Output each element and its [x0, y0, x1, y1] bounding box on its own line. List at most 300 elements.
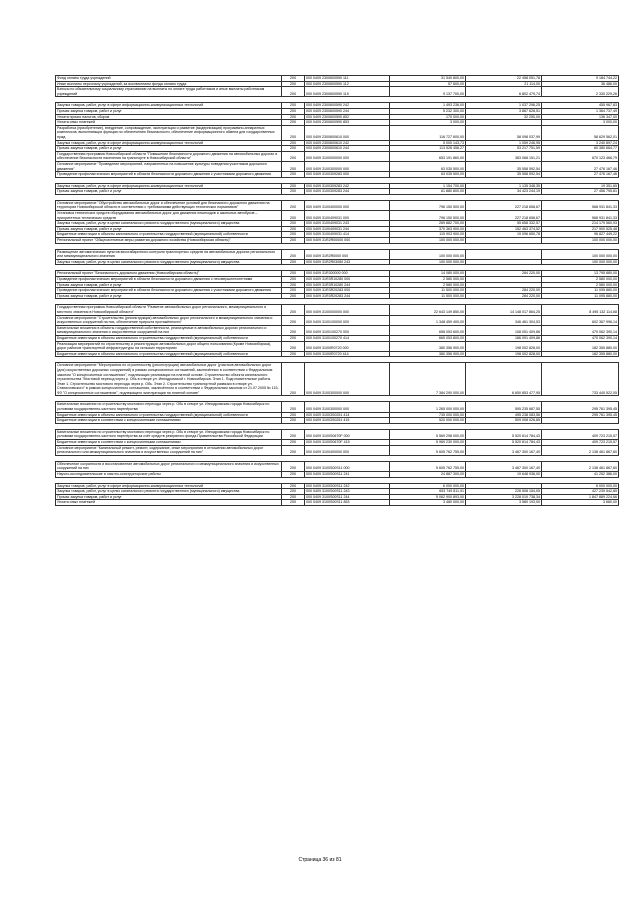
row-unexecuted: 58 629 562,01 — [542, 125, 619, 140]
row-executed: 21 114,00 — [466, 81, 542, 87]
row-unexecuted: 6 000 000,00 — [542, 483, 619, 489]
row-executed: 108 051 409,86 — [466, 325, 542, 335]
table-row — [56, 461, 619, 471]
row-code: 200 — [282, 120, 305, 126]
row-approved: 1 265 000 000,00 — [390, 402, 466, 412]
row-executed: 3 467 300 167,40 — [466, 445, 542, 455]
row-code: 200 — [282, 325, 305, 335]
row-code: 200 — [282, 226, 305, 232]
row-name: Основное мероприятие "Обустройство автомобильных дорог и обеспечение условий для безопасного дорожного движения на территории Новосибирской области в соответствии с требованиями действующих технических нормативов" — [56, 200, 282, 210]
row-unexecuted: 455 967,83 — [542, 103, 619, 109]
row-code: 200 — [282, 305, 305, 315]
row-code: 200 — [282, 172, 305, 178]
row-budget-code: 000 0409 3100100270 414 — [305, 335, 390, 341]
row-budget-code: 000 0409 3100000000 000 — [305, 151, 390, 161]
row-executed: 227 218 658,67 — [466, 200, 542, 210]
row-budget-code: 000 0409 31R2R0000 000 — [305, 249, 390, 259]
row-executed: 5 520 614 784,43 — [466, 429, 542, 439]
row-approved: 5 569 298 000,00 — [390, 429, 466, 439]
row-approved: 370 363 900,00 — [390, 226, 466, 232]
row-executed: 3 867 628,51 — [466, 108, 542, 114]
row-approved: 796 150 500,00 — [390, 211, 466, 221]
row-code: 200 — [282, 500, 305, 506]
row-approved: 9 137 700,00 — [390, 87, 466, 97]
budget-table-body — [56, 76, 619, 506]
row-budget-code: 000 0409 2300600610 242 — [305, 140, 390, 146]
row-unexecuted: 670 123 466,79 — [542, 151, 619, 161]
row-name: Бюджетные инвестиции в соответствии с концессионными соглашениями — [56, 418, 282, 424]
row-budget-code: 000 0409 3100300000 000 — [305, 402, 390, 412]
page-footer: Страница 36 из 81 — [298, 857, 342, 863]
row-code: 200 — [282, 282, 305, 288]
row-executed: 186 091 409,86 — [466, 335, 542, 341]
row-approved: 24 887 300,00 — [390, 472, 466, 478]
row-approved: 735 000 000,00 — [390, 412, 466, 418]
row-executed: 198 002 828,00 — [466, 341, 542, 351]
row-code: 200 — [282, 461, 305, 471]
row-executed: 495 238 083,56 — [466, 412, 542, 418]
row-name: Иные выплаты персоналу учреждений, за исключением фонда оплаты труда — [56, 81, 282, 87]
row-name: Бюджетные инвестиции в соответствии с концессионными соглашениями — [56, 440, 282, 446]
row-budget-code: 000 0409 2300600590 853 — [305, 120, 390, 126]
table-row — [56, 87, 619, 97]
table-row — [56, 325, 619, 335]
row-budget-code: 000 0409 3100S0670F 415 — [305, 440, 390, 446]
row-unexecuted: 2 138 461 867,60 — [542, 445, 619, 455]
table-row — [56, 305, 619, 315]
row-executed: 35 558 592,54 — [466, 172, 542, 178]
row-executed: 284 220,00 — [466, 293, 542, 299]
row-budget-code: 000 0409 31R3R20283 244 — [305, 293, 390, 299]
table-row — [56, 472, 619, 478]
row-code: 200 — [282, 232, 305, 238]
row-code: 200 — [282, 489, 305, 495]
budget-table — [55, 75, 619, 506]
row-code: 200 — [282, 412, 305, 418]
row-budget-code: 000 0409 2300600590 112 — [305, 81, 390, 87]
row-budget-code: 000 0409 3100400000 000 — [305, 200, 390, 210]
table-row — [56, 151, 619, 161]
row-approved: 14 080 000,00 — [390, 271, 466, 277]
row-name: Закупка товаров, работ, услуг в целях капитального ремонта государственного (муниципального) имущества — [56, 259, 282, 265]
row-unexecuted: 3 680,00 — [542, 500, 619, 506]
row-budget-code: 000 0409 3100100270 000 — [305, 325, 390, 335]
row-code: 200 — [282, 445, 305, 455]
row-code: 200 — [282, 108, 305, 114]
row-unexecuted: 96 827 449,22 — [542, 232, 619, 238]
row-executed: 3 467 300 167,40 — [466, 461, 542, 471]
table-row — [56, 418, 619, 424]
row-code: 200 — [282, 189, 305, 195]
row-name: Установка технических средств оборудования автомобильных дорог для движения пешеходов и школьных автобусов – приоритетных технических средств — [56, 211, 282, 221]
row-budget-code: 000 0409 3100309283 242 — [305, 183, 390, 189]
row-approved: 115 903 900,00 — [390, 232, 466, 238]
row-budget-code: 000 0409 3100309283 244 — [305, 189, 390, 195]
row-budget-code: 000 0409 3100IR0720 414 — [305, 351, 390, 357]
row-unexecuted: 295 761 395,45 — [542, 402, 619, 412]
row-name: Закупка товаров, работ, услуг в сфере информационно-коммуникационных технологий — [56, 140, 282, 146]
row-budget-code: 000 0409 2300600590 119 — [305, 87, 390, 97]
row-unexecuted: 733 440 522,05 — [542, 363, 619, 396]
row-approved: 100 000 000,00 — [390, 259, 466, 265]
table-row — [56, 363, 619, 396]
row-name: Закупка товаров, работ, услуг в целях капитального ремонта государственного (муниципального) имущества — [56, 489, 282, 495]
row-unexecuted: 409 723 215,57 — [542, 440, 619, 446]
row-approved: 653 749 811,91 — [390, 489, 466, 495]
row-approved: 31 540 800,00 — [390, 76, 466, 82]
row-code: 200 — [282, 440, 305, 446]
row-budget-code: 000 0409 2300600590 244 — [305, 108, 390, 114]
row-unexecuted: 27 476 167,46 — [542, 172, 619, 178]
table-row — [56, 232, 619, 238]
row-approved: 653 191 860,00 — [390, 151, 466, 161]
row-name: Фонд оплаты труда учреждений — [56, 76, 282, 82]
row-approved: 3 000,00 — [390, 120, 466, 126]
row-code: 200 — [282, 402, 305, 412]
row-approved: 5 232 300,00 — [390, 108, 466, 114]
row-executed: 227 218 658,67 — [466, 211, 542, 221]
row-code: 200 — [282, 81, 305, 87]
row-unexecuted: 214 179 560,93 — [542, 221, 619, 227]
row-unexecuted: 9 184 744,22 — [542, 76, 619, 82]
row-executed: 346 461 304,53 — [466, 315, 542, 325]
row-executed: 226 508 154,05 — [466, 489, 542, 495]
row-code: 200 — [282, 151, 305, 161]
table-row — [56, 103, 619, 109]
row-budget-code: 000 0409 3100400000 000 — [305, 445, 390, 455]
row-name: Бюджетные инвестиции в объекты капитального строительства государственной (муниципальной) собственности — [56, 351, 282, 357]
row-code: 200 — [282, 103, 305, 109]
table-row — [56, 172, 619, 178]
row-code: 200 — [282, 429, 305, 439]
row-executed: 5 520 614 784,43 — [466, 440, 542, 446]
row-approved: 5 000 143,73 — [390, 140, 466, 146]
row-name: Разработка (приобретение), внедрение, сопровождение, эксплуатация и развитие (модернизация) программно-аппаратных комплексов, выполняющих функции по обеспечению безопасности, обеспечение информационного обмена для государственных нужд — [56, 125, 282, 140]
row-executed: 55 658 332,57 — [466, 221, 542, 227]
row-unexecuted: 2 330 229,26 — [542, 87, 619, 97]
table-row — [56, 335, 619, 341]
row-executed: 3 228 010 738,34 — [466, 494, 542, 500]
table-row — [56, 161, 619, 171]
row-budget-code: 000 0409 31003S0251 415 — [305, 418, 390, 424]
row-unexecuted: 427 239 542,85 — [542, 489, 619, 495]
row-name: Закупка товаров, работ, услуг в целях капитального ремонта государственного (муниципального) имущества — [56, 221, 282, 227]
row-name: Обеспечение сохранности и восстановление автомобильных дорог регионального и межмуниципального значения и искусственных сооружений на них — [56, 461, 282, 471]
row-executed: 3 580 193,00 — [466, 500, 542, 506]
row-executed: 284 220,00 — [466, 271, 542, 277]
row-name: Государственная программа Новосибирской области "Развитие автомобильных дорог регионального, межмуниципального и местного значения в Новосибирской области" — [56, 305, 282, 315]
row-name: Закупка товаров, работ, услуг в сфере информационно-коммуникационных технологий — [56, 103, 282, 109]
table-row — [56, 489, 619, 495]
row-unexecuted: 217 900 525,48 — [542, 226, 619, 232]
row-executed — [466, 249, 542, 259]
row-name: Основное мероприятие "Мероприятия по строительству (реконструкции) автомобильных дорог (участков автомобильных дорог (для) искусственных дорожных сооружений) в рамках концессионных соглашений, заключённых в соответствии с Федеральным законом "О концессионных соглашениях", подлежащих реализации на платной основе. Строительство объекта капитального строительства "Мостовой переход через р. Обь в створе ул. Ипподромской г. Новосибирска. Этап 1. Подготовительные работы. Этап 1. Строительство мостового перехода через р. Обь. Этап 2. Строительство транспортной развязки в створе ул. Станиславского" в рамках концессионного соглашения, заключённого в соответствии с Федеральным законом от 21.07.2005 № 115-ФЗ "О концессионных соглашениях", подлежащего эксплуатации на платной основе" — [56, 363, 282, 396]
table-row — [56, 500, 619, 506]
table-row — [56, 412, 619, 418]
row-code: 200 — [282, 363, 305, 396]
row-approved: 6 000 000,00 — [390, 483, 466, 489]
row-code: 200 — [282, 183, 305, 189]
row-code: 200 — [282, 351, 305, 357]
row-code: 200 — [282, 418, 305, 424]
row-unexecuted: 470 062 390,14 — [542, 325, 619, 335]
row-budget-code: 000 0409 3100S00S11 853 — [305, 500, 390, 506]
row-code: 200 — [282, 238, 305, 244]
row-budget-code: 000 0409 31003S0251 414 — [305, 412, 390, 418]
row-budget-code: 000 0409 2300600590 242 — [305, 103, 390, 109]
row-name: Капитальные вложения по строительству мостового перехода через р. Обь в створе ул. Ипподромская города Новосибирск по условиям государственно-частного партнёрства — [56, 402, 282, 412]
row-unexecuted: 11 095 880,00 — [542, 288, 619, 294]
row-budget-code: 000 0409 3100IR0720 000 — [305, 341, 390, 351]
row-code: 200 — [282, 211, 305, 221]
row-unexecuted: 3 000,00 — [542, 120, 619, 126]
table-row — [56, 249, 619, 259]
row-name: Размещение автоматических пунктов весогабаритного контроля транспортных средств на автомобильных дорогах регионального или межмуниципального значения — [56, 249, 282, 259]
row-unexecuted: 60 380 664,77 — [542, 146, 619, 152]
row-unexecuted: 568 931 841,33 — [542, 211, 619, 221]
row-approved: 100 000 000,00 — [390, 249, 466, 259]
row-executed: 53 217 751,59 — [466, 146, 542, 152]
row-budget-code: 000 0409 31R3R10280 244 — [305, 282, 390, 288]
row-code: 200 — [282, 76, 305, 82]
row-executed: 22 458 051,78 — [466, 76, 542, 82]
row-name: Основное мероприятие "Строительство (реконструкция) автомобильных дорог регионального и межмуниципального значения и искусственных сооружений на них, обеспечение прироста протяжённости" — [56, 315, 282, 325]
row-budget-code: 000 0409 31R3R10280 000 — [305, 277, 390, 283]
row-name: Прочая закупка товаров, работ и услуг — [56, 293, 282, 299]
row-unexecuted: 2 580 000,00 — [542, 277, 619, 283]
row-approved: 1 154 700,00 — [390, 183, 466, 189]
row-executed: 19 648 936,00 — [466, 472, 542, 478]
row-approved: 100 000 000,00 — [390, 238, 466, 244]
row-approved: 57 600,00 — [390, 81, 466, 87]
row-approved: 796 150 500,00 — [390, 200, 466, 210]
table-row — [56, 200, 619, 210]
row-executed: 1 037 296,25 — [466, 103, 542, 109]
row-name: Проведение профилактических мероприятий в области безопасности дорожного движения с участниками дорожного движения — [56, 172, 282, 178]
row-unexecuted: 100 000 000,00 — [542, 238, 619, 244]
table-row — [56, 440, 619, 446]
row-unexecuted: 295 761 395,45 — [542, 412, 619, 418]
row-unexecuted: 182 355 880,00 — [542, 341, 619, 351]
row-unexecuted: 13 795 880,00 — [542, 271, 619, 277]
row-code: 200 — [282, 140, 305, 146]
row-executed: 284 220,00 — [466, 288, 542, 294]
row-name: Реализация мероприятий по строительству и реконструкции автомобильных дорог общего пользования (Кроме Новосибирска), дорог районов транспортной инфраструктуры на сельских территориях — [56, 341, 282, 351]
table-row — [56, 341, 619, 351]
row-code: 200 — [282, 200, 305, 210]
row-executed: 198 002 828,00 — [466, 351, 542, 357]
table-row — [56, 211, 619, 221]
row-code: 200 — [282, 293, 305, 299]
row-executed: 19 096 650,78 — [466, 232, 542, 238]
table-row — [56, 315, 619, 325]
row-approved: 269 882 700,00 — [390, 221, 466, 227]
row-executed: 6 650 853 477,95 — [466, 363, 542, 396]
row-approved: 520 000 000,00 — [390, 418, 466, 424]
row-code: 200 — [282, 259, 305, 265]
row-executed: 1 059 246,95 — [466, 140, 542, 146]
row-executed: 509 008 026,85 — [466, 418, 542, 424]
row-executed: 35 558 592,54 — [466, 161, 542, 171]
row-name: Региональный проект "Безопасность дорожного движения (Новосибирская область)" — [56, 271, 282, 277]
row-code: 200 — [282, 494, 305, 500]
table-row — [56, 140, 619, 146]
row-budget-code: 000 0409 3100S00S11 242 — [305, 483, 390, 489]
row-approved: 63 035 500,00 — [390, 172, 466, 178]
row-approved: 63 035 500,00 — [390, 161, 466, 171]
row-unexecuted: 41 252 386,00 — [542, 472, 619, 478]
row-executed: 32 250,00 — [466, 114, 542, 120]
table-row — [56, 183, 619, 189]
row-approved: 1 348 459 400,00 — [390, 315, 466, 325]
row-name: Капитальные вложения по строительству мостового перехода через р. Обь в створе ул. Ипподромская города Новосибирск по условиям государственно-частного партнёрства за счёт средств резервного фонда Правительства Российской Федерации — [56, 429, 282, 439]
row-unexecuted: 36 486,00 — [542, 81, 619, 87]
table-row — [56, 221, 619, 227]
row-approved: 380 356 900,00 — [390, 341, 466, 351]
row-unexecuted: 409 723 215,57 — [542, 429, 619, 439]
row-budget-code: 000 0409 3100000000 000 — [305, 305, 390, 315]
row-code: 200 — [282, 288, 305, 294]
row-name: Закупка товаров, работ, услуг в сфере информационно-коммуникационных технологий — [56, 483, 282, 489]
row-approved: 3 480 000,00 — [390, 500, 466, 506]
row-code: 200 — [282, 341, 305, 351]
row-name: Основное мероприятие "Капитальный ремонт, ремонт, содержание, иные мероприятия в отношении автомобильных дорог регионального или межмуниципального значения и искусственных сооружений на них" — [56, 445, 282, 455]
row-code: 200 — [282, 161, 305, 171]
table-row — [56, 402, 619, 412]
row-budget-code: 000 0409 3100409031 414 — [305, 232, 390, 238]
row-unexecuted: 11 095 880,00 — [542, 293, 619, 299]
row-approved: 22 643 149 850,00 — [390, 305, 466, 315]
row-budget-code: 000 0409 3100100000 000 — [305, 315, 390, 325]
row-approved: 5 969 230 000,00 — [390, 440, 466, 446]
row-executed: 58 098 037,99 — [466, 125, 542, 140]
row-unexecuted: 568 931 841,33 — [542, 200, 619, 210]
row-approved: 1 493 236,00 — [390, 103, 466, 109]
row-executed: 152 463 374,52 — [466, 226, 542, 232]
row-name: Прочая закупка товаров, работ и услуг — [56, 282, 282, 288]
row-budget-code: 000 0409 2300600610 244 — [305, 146, 390, 152]
row-unexecuted: 19 351,65 — [542, 183, 619, 189]
row-name: Научно-исследовательские и опытно-конструкторские работы — [56, 472, 282, 478]
row-executed: 6 802 479,74 — [466, 87, 542, 97]
row-unexecuted: 100 000 000,00 — [542, 259, 619, 265]
row-budget-code: 000 0409 31R300000 000 — [305, 271, 390, 277]
row-approved: 658 053 600,00 — [390, 325, 466, 335]
row-name: Уплата иных платежей — [56, 500, 282, 506]
row-unexecuted: 8 495 132 114,68 — [542, 305, 619, 315]
row-code: 200 — [282, 277, 305, 283]
row-unexecuted: 3 240 897,24 — [542, 140, 619, 146]
row-name: Уплата иных платежей — [56, 120, 282, 126]
row-unexecuted: 470 062 390,14 — [542, 335, 619, 341]
row-name: Прочая закупка товаров, работ и услуг — [56, 226, 282, 232]
row-code: 200 — [282, 249, 305, 259]
row-name: Бюджетные инвестиции в объекты капитального строительства государственной (муниципальной) собственности — [56, 232, 282, 238]
row-approved: 113 526 456,27 — [390, 146, 466, 152]
row-approved: 11 500 000,00 — [390, 288, 466, 294]
row-code: 200 — [282, 146, 305, 152]
row-name: Уплата прочих налогов, сборов — [56, 114, 282, 120]
row-name: Проведение профилактических мероприятий в области безопасности дорожного движения с участниками дорожного движения — [56, 288, 282, 294]
row-name: Закупка товаров, работ, услуг в сфере информационно-коммуникационных технологий — [56, 183, 282, 189]
row-executed: 1 135 348,35 — [466, 183, 542, 189]
row-executed: 34 423 244,19 — [466, 189, 542, 195]
row-budget-code: 000 0409 3100S00S11 241 — [305, 472, 390, 478]
row-budget-code: 000 0409 3100409031 000 — [305, 211, 390, 221]
row-budget-code: 000 0409 3100409031 244 — [305, 226, 390, 232]
row-executed: 383 068 151,21 — [466, 151, 542, 161]
row-approved: 2 580 000,00 — [390, 282, 466, 288]
row-approved: 5 062 900 893,00 — [390, 494, 466, 500]
table-row — [56, 288, 619, 294]
row-approved: 2 580 000,00 — [390, 277, 466, 283]
row-unexecuted: 136 347,00 — [542, 114, 619, 120]
row-approved: 7 384 290 000,00 — [390, 363, 466, 396]
row-budget-code: 000 0409 2300600610 000 — [305, 125, 390, 140]
row-name: Бюджетные инвестиции в объекты капитального строительства государственной (муниципальной) собственности — [56, 412, 282, 418]
row-name: Прочая закупка товаров, работ и услуг — [56, 494, 282, 500]
row-budget-code: 000 0409 31R2R03080 243 — [305, 259, 390, 265]
row-name: Капитальные вложения в объекты государственной собственности, реализуемые в автомобильных дорогах регионального и межмуниципального значения и искусственных сооружений на них — [56, 325, 282, 335]
row-approved: 170 000,00 — [390, 114, 466, 120]
row-unexecuted: 27 476 167,46 — [542, 161, 619, 171]
row-code: 200 — [282, 315, 305, 325]
row-approved: 61 880 800,00 — [390, 189, 466, 195]
row-name: Региональный проект "Общесистемные меры развития дорожного хозяйства (Новосибирская область)" — [56, 238, 282, 244]
row-budget-code: 000 0409 2300600590 852 — [305, 114, 390, 120]
row-name: Государственная программа Новосибирской области "Повышение безопасности дорожного движения на автомобильных дорогах и обеспечение безопасности населения на транспорте в Новосибирской области" — [56, 151, 282, 161]
row-budget-code: 000 0409 31R3R20283 000 — [305, 288, 390, 294]
row-budget-code: 000 0409 3100300000 000 — [305, 161, 390, 171]
row-executed: 595 235 687,55 — [466, 402, 542, 412]
row-name: Взносы по обязательному социальному страхованию на выплаты по оплате труда работников и иные выплаты работникам учреждений — [56, 87, 282, 97]
table-row — [56, 351, 619, 357]
row-unexecuted: 602 367 996,14 — [542, 315, 619, 325]
row-code: 200 — [282, 271, 305, 277]
row-unexecuted: 1 847 889 224,66 — [542, 494, 619, 500]
table-row — [56, 125, 619, 140]
row-name: Бюджетные инвестиции в объекты капитального строительства государственной (муниципальной) собственности — [56, 335, 282, 341]
row-executed: 14 148 017 864,25 — [466, 305, 542, 315]
row-budget-code: 000 0409 3100300000 000 — [305, 363, 390, 396]
row-approved: 665 053 800,00 — [390, 335, 466, 341]
table-row — [56, 429, 619, 439]
row-name: Основное мероприятие "Проведение мероприятий, направленных на повышение культуры поведения участников дорожного движения" — [56, 161, 282, 171]
row-budget-code: 000 0409 3100309283 000 — [305, 172, 390, 178]
table-row — [56, 81, 619, 87]
row-code: 200 — [282, 472, 305, 478]
row-unexecuted: 2 138 461 867,60 — [542, 461, 619, 471]
row-unexecuted: 100 000 000,00 — [542, 249, 619, 259]
row-unexecuted: 182 355 880,00 — [542, 351, 619, 357]
row-code: 200 — [282, 483, 305, 489]
row-code: 200 — [282, 221, 305, 227]
row-code: 200 — [282, 114, 305, 120]
row-name: Прочая закупка товаров, работ и услуг — [56, 189, 282, 195]
row-code: 200 — [282, 125, 305, 140]
row-unexecuted: 1 364 737,49 — [542, 108, 619, 114]
row-budget-code: 000 0409 3100409031 243 — [305, 221, 390, 227]
row-budget-code: 000 0409 3100S0670F 000 — [305, 429, 390, 439]
row-budget-code: 000 0409 3100S00S11 000 — [305, 461, 390, 471]
table-row — [56, 445, 619, 455]
row-approved: 11 500 000,00 — [390, 293, 466, 299]
row-approved: 380 356 900,00 — [390, 351, 466, 357]
row-budget-code: 000 0409 3100S00S11 244 — [305, 494, 390, 500]
row-name: Прочая закупка товаров, работ и услуг — [56, 108, 282, 114]
row-unexecuted: 27 456 795,81 — [542, 189, 619, 195]
row-code: 200 — [282, 87, 305, 97]
